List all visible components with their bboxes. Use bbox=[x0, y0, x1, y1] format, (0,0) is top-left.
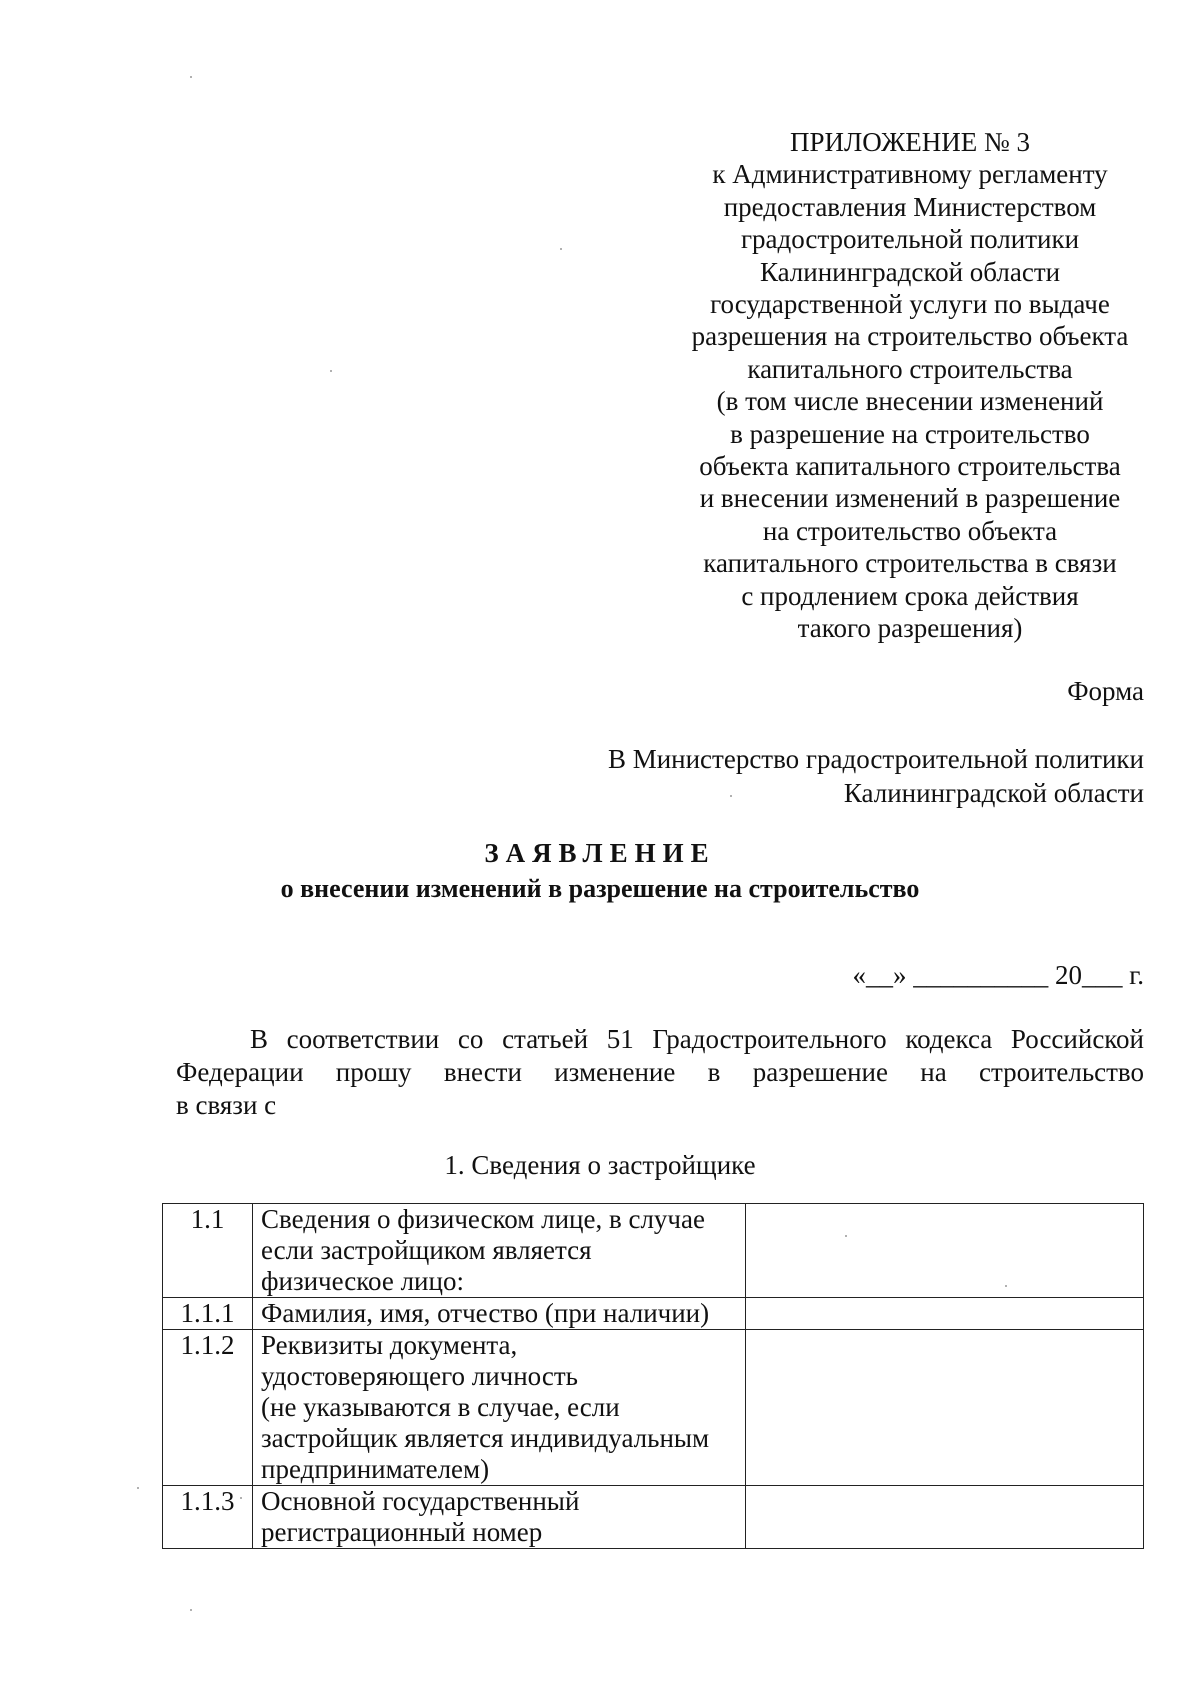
table-row bbox=[163, 1204, 1144, 1298]
row-value-field[interactable] bbox=[746, 1486, 1144, 1549]
appendix-line: разрешения на строительство объекта bbox=[691, 321, 1129, 352]
scan-speck bbox=[1005, 1285, 1007, 1287]
appendix-line: такого разрешения) bbox=[797, 613, 1023, 644]
date-line: «__» __________ 20___ г. bbox=[852, 960, 1144, 990]
row-value-field[interactable] bbox=[746, 1298, 1144, 1330]
row-label-line: Сведения о физическом лице, в случае bbox=[261, 1204, 705, 1234]
addressee-line: В Министерство градостроительной политики bbox=[607, 744, 1144, 774]
form-label: Форма bbox=[1067, 676, 1144, 706]
table-row bbox=[163, 1298, 1144, 1330]
row-value-field[interactable] bbox=[746, 1330, 1144, 1486]
addressee-line: Калининградской области bbox=[843, 778, 1144, 808]
scan-speck bbox=[845, 1235, 847, 1237]
appendix-line: (в том числе внесении изменений bbox=[716, 386, 1104, 417]
scan-speck bbox=[137, 1487, 139, 1489]
appendix-line: капитального строительства bbox=[747, 353, 1073, 384]
appendix-line: капитального строительства в связи bbox=[703, 548, 1117, 579]
row-label-line: (не указываются в случае, если bbox=[261, 1392, 620, 1422]
paragraph-line: Федерации прошу внести изменение в разрешение на строительство bbox=[176, 1057, 1144, 1087]
appendix-line: градостроительной политики bbox=[740, 224, 1080, 255]
paragraph-line: В соответствии со статьей 51 Градостроительного кодекса Российской bbox=[250, 1024, 1144, 1054]
addressee-block bbox=[608, 742, 1144, 810]
appendix-line: с продлением срока действия bbox=[741, 580, 1079, 611]
table-row bbox=[163, 1330, 1144, 1486]
scan-speck bbox=[560, 248, 562, 250]
appendix-line: в разрешение на строительство bbox=[730, 418, 1090, 449]
row-label-line: удостоверяющего личность bbox=[261, 1361, 578, 1391]
row-label-line: Реквизиты документа, bbox=[261, 1330, 518, 1360]
row-label-line: физическое лицо: bbox=[261, 1266, 464, 1296]
row-label bbox=[253, 1330, 746, 1486]
row-label bbox=[253, 1486, 746, 1549]
request-paragraph bbox=[176, 1023, 1144, 1122]
scan-speck bbox=[240, 1497, 242, 1499]
document-subtitle: о внесении изменений в разрешение на строительство bbox=[280, 874, 920, 903]
row-label-line: регистрационный номер bbox=[261, 1517, 543, 1547]
row-number: 1.1 bbox=[163, 1204, 253, 1298]
scan-speck bbox=[190, 76, 192, 78]
appendix-line: и внесении изменений в разрешение bbox=[699, 483, 1121, 514]
row-value-field[interactable] bbox=[746, 1204, 1144, 1298]
appendix-line: Калининградской области bbox=[759, 256, 1061, 287]
appendix-line: государственной услуги по выдаче bbox=[710, 289, 1110, 320]
scan-speck bbox=[190, 1609, 192, 1611]
developer-info-table bbox=[162, 1203, 1144, 1549]
appendix-line: объекта капитального строительства bbox=[699, 451, 1121, 482]
row-label-line: предпринимателем) bbox=[261, 1454, 490, 1484]
row-number: 1.1.3 bbox=[163, 1486, 253, 1549]
row-label-line: застройщик является индивидуальным bbox=[261, 1423, 710, 1453]
appendix-header bbox=[660, 126, 1160, 645]
row-label-line: Основной государственный bbox=[261, 1486, 580, 1516]
appendix-line: ПРИЛОЖЕНИЕ № 3 bbox=[789, 127, 1031, 157]
row-label bbox=[253, 1204, 746, 1298]
appendix-line: на строительство объекта bbox=[762, 515, 1058, 546]
row-number: 1.1.1 bbox=[163, 1298, 253, 1330]
table-row bbox=[163, 1486, 1144, 1549]
row-label bbox=[253, 1298, 746, 1330]
row-label-line: если застройщиком является bbox=[261, 1235, 592, 1265]
section-heading: 1. Сведения о застройщике bbox=[444, 1150, 756, 1180]
document-title: ЗАЯВЛЕНИЕ bbox=[484, 838, 716, 868]
appendix-line: к Административному регламенту bbox=[712, 159, 1108, 190]
scan-speck bbox=[730, 795, 732, 797]
row-label-line: Фамилия, имя, отчество (при наличии) bbox=[261, 1298, 710, 1328]
row-number: 1.1.2 bbox=[163, 1330, 253, 1486]
scan-speck bbox=[330, 370, 332, 372]
paragraph-line: в связи с bbox=[176, 1090, 277, 1120]
appendix-line: предоставления Министерством bbox=[723, 191, 1097, 222]
